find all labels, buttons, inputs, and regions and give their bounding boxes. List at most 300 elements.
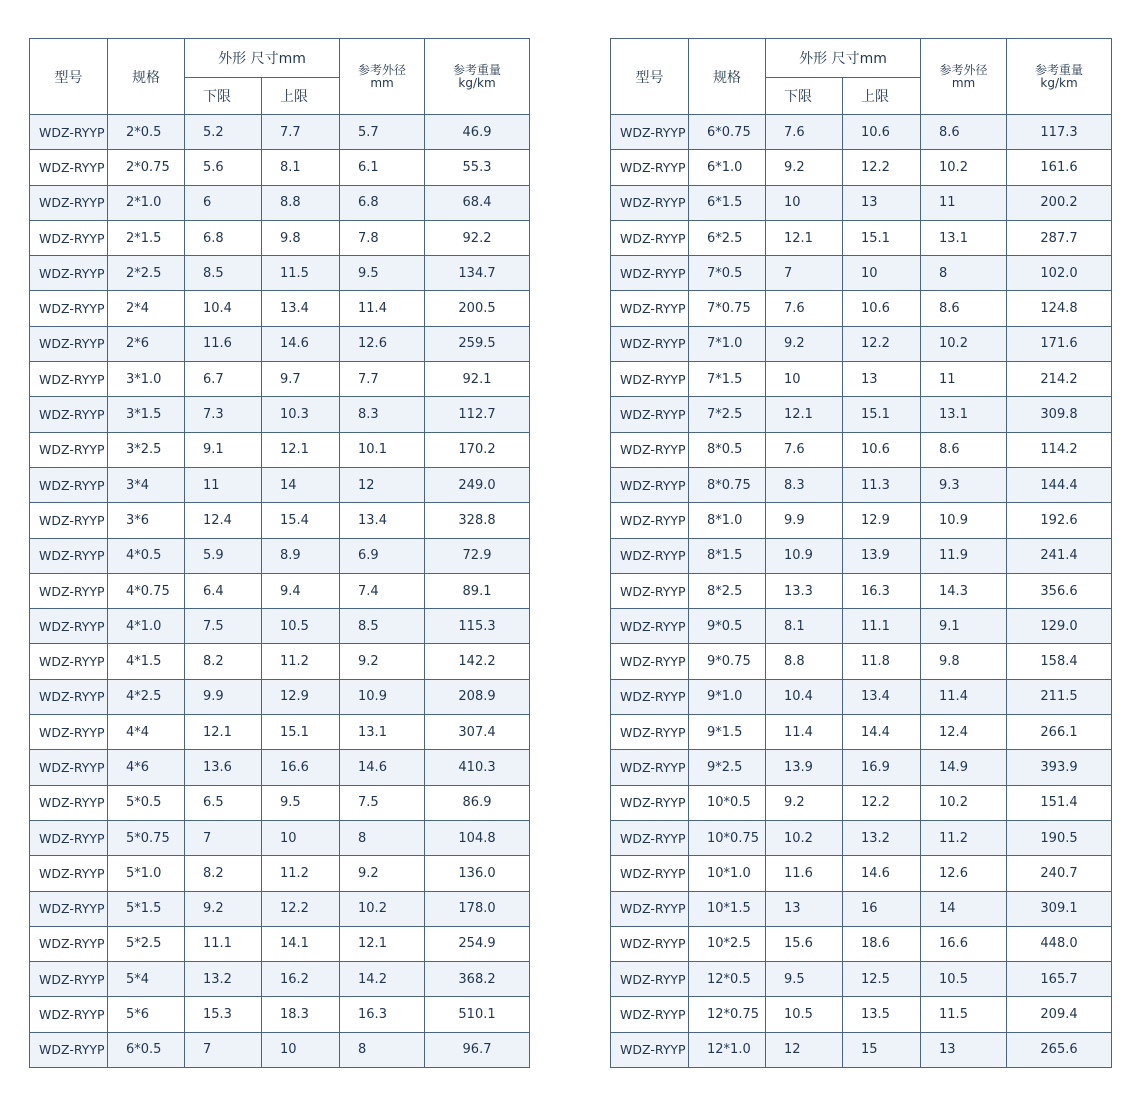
cell-model: WDZ-RYYP [30, 362, 108, 397]
cell-ref-weight: 96.7 [425, 1032, 530, 1067]
cell-ref-weight: 214.2 [1007, 362, 1112, 397]
header-ref-weight-label: 参考重量 [453, 62, 502, 77]
cell-ref-weight: 410.3 [425, 750, 530, 785]
table-row [611, 150, 1112, 185]
cell-spec: 4*6 [108, 750, 185, 785]
cell-model: WDZ-RYYP [611, 997, 689, 1032]
table-row [30, 538, 530, 573]
cell-lower: 5.9 [185, 538, 262, 573]
header-dimension-group: 外形 尺寸mm [185, 39, 340, 78]
cell-spec: 9*2.5 [689, 750, 766, 785]
cell-lower: 10.5 [766, 997, 843, 1032]
cell-model: WDZ-RYYP [611, 856, 689, 891]
cell-model: WDZ-RYYP [611, 820, 689, 855]
cell-spec: 4*2.5 [108, 679, 185, 714]
cell-ref-weight: 307.4 [425, 715, 530, 750]
cell-lower: 10.4 [766, 679, 843, 714]
table-row [611, 644, 1112, 679]
cell-ref-diameter: 7.8 [340, 220, 425, 255]
cell-lower: 10 [766, 362, 843, 397]
cell-lower: 7 [766, 256, 843, 291]
cell-upper: 13.4 [262, 291, 340, 326]
cell-upper: 12.2 [843, 785, 921, 820]
cell-ref-diameter: 9.5 [340, 256, 425, 291]
cell-spec: 7*1.5 [689, 362, 766, 397]
cell-lower: 12.1 [766, 397, 843, 432]
table-row [611, 291, 1112, 326]
cell-upper: 14.6 [843, 856, 921, 891]
cell-ref-diameter: 13.1 [340, 715, 425, 750]
table-row [611, 1032, 1112, 1067]
cell-lower: 9.2 [185, 891, 262, 926]
table-row [611, 997, 1112, 1032]
cell-spec: 3*1.5 [108, 397, 185, 432]
cell-model: WDZ-RYYP [611, 432, 689, 467]
cell-lower: 11 [185, 467, 262, 502]
cell-ref-diameter: 11.4 [340, 291, 425, 326]
table-row [30, 220, 530, 255]
cell-lower: 10.2 [766, 820, 843, 855]
cell-model: WDZ-RYYP [30, 467, 108, 502]
cell-model: WDZ-RYYP [30, 926, 108, 961]
cell-model: WDZ-RYYP [30, 997, 108, 1032]
cell-upper: 10 [843, 256, 921, 291]
cell-model: WDZ-RYYP [30, 220, 108, 255]
cell-upper: 14 [262, 467, 340, 502]
cell-model: WDZ-RYYP [30, 856, 108, 891]
cell-lower: 11.1 [185, 926, 262, 961]
cell-ref-diameter: 14.3 [921, 573, 1007, 608]
cell-upper: 16.6 [262, 750, 340, 785]
cell-model: WDZ-RYYP [611, 644, 689, 679]
cell-ref-weight: 356.6 [1007, 573, 1112, 608]
cell-ref-diameter: 11.9 [921, 538, 1007, 573]
cell-ref-weight: 142.2 [425, 644, 530, 679]
cell-lower: 6.8 [185, 220, 262, 255]
cell-model: WDZ-RYYP [611, 750, 689, 785]
cell-model: WDZ-RYYP [30, 820, 108, 855]
table-row [611, 432, 1112, 467]
cell-model: WDZ-RYYP [611, 291, 689, 326]
cell-lower: 12.1 [766, 220, 843, 255]
cell-ref-weight: 208.9 [425, 679, 530, 714]
cell-ref-diameter: 7.7 [340, 362, 425, 397]
cell-upper: 15.4 [262, 503, 340, 538]
cell-model: WDZ-RYYP [611, 926, 689, 961]
cell-lower: 9.2 [766, 326, 843, 361]
cell-model: WDZ-RYYP [30, 397, 108, 432]
cell-ref-weight: 161.6 [1007, 150, 1112, 185]
cell-model: WDZ-RYYP [30, 785, 108, 820]
table-row [611, 609, 1112, 644]
cell-upper: 10.6 [843, 291, 921, 326]
cell-spec: 4*1.0 [108, 609, 185, 644]
cell-spec: 5*1.5 [108, 891, 185, 926]
cell-spec: 4*0.75 [108, 573, 185, 608]
cell-ref-diameter: 16.3 [340, 997, 425, 1032]
table-row [30, 891, 530, 926]
cell-ref-weight: 510.1 [425, 997, 530, 1032]
cell-upper: 13 [843, 362, 921, 397]
cell-ref-diameter: 10.9 [340, 679, 425, 714]
cell-ref-weight: 309.1 [1007, 891, 1112, 926]
table-row [611, 397, 1112, 432]
cell-ref-weight: 448.0 [1007, 926, 1112, 961]
cell-lower: 8.2 [185, 644, 262, 679]
table-row [30, 115, 530, 150]
table-row [611, 679, 1112, 714]
cell-model: WDZ-RYYP [30, 715, 108, 750]
cell-ref-diameter: 7.5 [340, 785, 425, 820]
table-body [30, 115, 530, 1068]
table-row [611, 503, 1112, 538]
cell-ref-diameter: 11 [921, 362, 1007, 397]
cell-ref-diameter: 10.5 [921, 962, 1007, 997]
cell-model: WDZ-RYYP [30, 256, 108, 291]
cell-model: WDZ-RYYP [30, 326, 108, 361]
cell-ref-weight: 46.9 [425, 115, 530, 150]
cell-model: WDZ-RYYP [611, 1032, 689, 1067]
cell-ref-diameter: 8.6 [921, 432, 1007, 467]
cell-model: WDZ-RYYP [611, 609, 689, 644]
cell-upper: 15.1 [843, 397, 921, 432]
cell-ref-diameter: 7.4 [340, 573, 425, 608]
cell-lower: 12.1 [185, 715, 262, 750]
cell-upper: 10.6 [843, 115, 921, 150]
table-row [611, 573, 1112, 608]
cell-ref-weight: 266.1 [1007, 715, 1112, 750]
cell-lower: 10.9 [766, 538, 843, 573]
cell-ref-diameter: 9.8 [921, 644, 1007, 679]
cell-ref-diameter: 8.6 [921, 115, 1007, 150]
table-row [611, 362, 1112, 397]
cell-lower: 6 [185, 185, 262, 220]
cell-spec: 4*4 [108, 715, 185, 750]
table-row [30, 1032, 530, 1067]
cell-lower: 10.4 [185, 291, 262, 326]
cell-spec: 10*1.0 [689, 856, 766, 891]
cell-lower: 9.2 [766, 150, 843, 185]
cell-model: WDZ-RYYP [30, 432, 108, 467]
cell-spec: 7*1.0 [689, 326, 766, 361]
cell-lower: 9.2 [766, 785, 843, 820]
cell-lower: 9.9 [185, 679, 262, 714]
cell-ref-diameter: 6.9 [340, 538, 425, 573]
cell-ref-weight: 92.1 [425, 362, 530, 397]
cell-spec: 3*2.5 [108, 432, 185, 467]
cell-upper: 10 [262, 820, 340, 855]
cell-ref-weight: 190.5 [1007, 820, 1112, 855]
header-model: 型号 [30, 39, 108, 115]
table-row [611, 750, 1112, 785]
cell-lower: 15.3 [185, 997, 262, 1032]
cell-model: WDZ-RYYP [611, 397, 689, 432]
cell-lower: 7.6 [766, 291, 843, 326]
cell-lower: 8.5 [185, 256, 262, 291]
table-row [611, 467, 1112, 502]
table-row [611, 538, 1112, 573]
header-ref-diameter-unit: mm [370, 75, 394, 90]
cell-ref-weight: 124.8 [1007, 291, 1112, 326]
cell-ref-diameter: 10.1 [340, 432, 425, 467]
table-row [30, 926, 530, 961]
cell-model: WDZ-RYYP [611, 503, 689, 538]
cell-ref-diameter: 11.4 [921, 679, 1007, 714]
cell-model: WDZ-RYYP [30, 962, 108, 997]
cell-upper: 15 [843, 1032, 921, 1067]
cell-ref-weight: 115.3 [425, 609, 530, 644]
cell-ref-diameter: 8.3 [340, 397, 425, 432]
cell-spec: 3*4 [108, 467, 185, 502]
table-row [30, 256, 530, 291]
cell-upper: 16.2 [262, 962, 340, 997]
cell-spec: 9*1.0 [689, 679, 766, 714]
cell-model: WDZ-RYYP [611, 467, 689, 502]
cell-lower: 8.2 [185, 856, 262, 891]
cell-ref-weight: 68.4 [425, 185, 530, 220]
cell-ref-diameter: 11.2 [921, 820, 1007, 855]
cell-upper: 10.3 [262, 397, 340, 432]
cell-ref-weight: 178.0 [425, 891, 530, 926]
cell-lower: 11.6 [766, 856, 843, 891]
cell-ref-weight: 171.6 [1007, 326, 1112, 361]
header-lower: 下限 [185, 78, 262, 115]
cell-ref-weight: 112.7 [425, 397, 530, 432]
cell-upper: 13.5 [843, 997, 921, 1032]
cell-ref-diameter: 13.1 [921, 397, 1007, 432]
table-row [30, 856, 530, 891]
cell-spec: 4*1.5 [108, 644, 185, 679]
cell-ref-diameter: 8 [340, 1032, 425, 1067]
cell-upper: 16 [843, 891, 921, 926]
cell-ref-diameter: 10.2 [921, 150, 1007, 185]
cell-model: WDZ-RYYP [30, 644, 108, 679]
cell-lower: 15.6 [766, 926, 843, 961]
table-row [30, 326, 530, 361]
cell-ref-weight: 240.7 [1007, 856, 1112, 891]
cell-spec: 3*1.0 [108, 362, 185, 397]
cell-model: WDZ-RYYP [611, 362, 689, 397]
cell-ref-weight: 136.0 [425, 856, 530, 891]
cell-spec: 2*4 [108, 291, 185, 326]
cell-spec: 9*0.5 [689, 609, 766, 644]
cell-lower: 11.4 [766, 715, 843, 750]
cell-ref-weight: 265.6 [1007, 1032, 1112, 1067]
cell-upper: 11.2 [262, 644, 340, 679]
cell-upper: 15.1 [262, 715, 340, 750]
cell-upper: 12.2 [843, 326, 921, 361]
cell-spec: 7*0.5 [689, 256, 766, 291]
table-row [30, 467, 530, 502]
cell-spec: 2*1.5 [108, 220, 185, 255]
cell-model: WDZ-RYYP [611, 962, 689, 997]
cell-spec: 12*0.75 [689, 997, 766, 1032]
table-row [611, 891, 1112, 926]
header-spec: 规格 [689, 39, 766, 115]
header-upper: 上限 [262, 78, 340, 115]
cell-model: WDZ-RYYP [611, 115, 689, 150]
cell-model: WDZ-RYYP [611, 256, 689, 291]
cell-ref-diameter: 6.8 [340, 185, 425, 220]
cell-lower: 9.5 [766, 962, 843, 997]
cell-spec: 10*1.5 [689, 891, 766, 926]
cell-ref-weight: 328.8 [425, 503, 530, 538]
cell-ref-diameter: 10.2 [921, 785, 1007, 820]
cell-model: WDZ-RYYP [30, 891, 108, 926]
table-row [30, 397, 530, 432]
cell-ref-diameter: 8 [340, 820, 425, 855]
cell-ref-weight: 200.2 [1007, 185, 1112, 220]
header-model: 型号 [611, 39, 689, 115]
cell-model: WDZ-RYYP [30, 538, 108, 573]
header-ref-weight-label: 参考重量 [1035, 62, 1084, 77]
table-row [30, 362, 530, 397]
cell-upper: 9.5 [262, 785, 340, 820]
cell-ref-weight: 368.2 [425, 962, 530, 997]
cell-upper: 18.3 [262, 997, 340, 1032]
cell-upper: 11.8 [843, 644, 921, 679]
table-row [30, 185, 530, 220]
cell-ref-weight: 114.2 [1007, 432, 1112, 467]
table-row [611, 256, 1112, 291]
cell-spec: 2*2.5 [108, 256, 185, 291]
cell-ref-weight: 92.2 [425, 220, 530, 255]
cell-spec: 5*4 [108, 962, 185, 997]
cell-upper: 12.9 [262, 679, 340, 714]
cell-lower: 5.2 [185, 115, 262, 150]
header-ref-diameter-label: 参考外径 [939, 62, 988, 77]
cell-spec: 6*0.75 [689, 115, 766, 150]
table-header [30, 39, 530, 115]
header-ref-diameter [340, 39, 425, 115]
cell-spec: 9*0.75 [689, 644, 766, 679]
cell-ref-diameter: 8.6 [921, 291, 1007, 326]
cell-ref-diameter: 9.3 [921, 467, 1007, 502]
table-row [30, 785, 530, 820]
cell-lower: 7.6 [766, 115, 843, 150]
cell-spec: 5*1.0 [108, 856, 185, 891]
cell-upper: 12.2 [262, 891, 340, 926]
cell-lower: 7 [185, 1032, 262, 1067]
cell-spec: 10*0.5 [689, 785, 766, 820]
right-spec-table [610, 38, 1112, 1068]
cell-ref-weight: 254.9 [425, 926, 530, 961]
cell-upper: 16.9 [843, 750, 921, 785]
cell-ref-diameter: 16.6 [921, 926, 1007, 961]
table-row [30, 750, 530, 785]
cell-ref-weight: 55.3 [425, 150, 530, 185]
header-ref-diameter [921, 39, 1007, 115]
cell-spec: 2*0.75 [108, 150, 185, 185]
header-ref-weight [1007, 39, 1112, 115]
cell-upper: 12.1 [262, 432, 340, 467]
cell-upper: 8.8 [262, 185, 340, 220]
cell-spec: 3*6 [108, 503, 185, 538]
cell-upper: 14.6 [262, 326, 340, 361]
cell-spec: 12*1.0 [689, 1032, 766, 1067]
header-ref-weight [425, 39, 530, 115]
cell-ref-weight: 259.5 [425, 326, 530, 361]
cell-spec: 8*1.5 [689, 538, 766, 573]
cell-upper: 12.5 [843, 962, 921, 997]
cell-model: WDZ-RYYP [611, 220, 689, 255]
cell-ref-weight: 393.9 [1007, 750, 1112, 785]
cell-lower: 8.8 [766, 644, 843, 679]
header-spec: 规格 [108, 39, 185, 115]
cell-lower: 9.1 [185, 432, 262, 467]
cell-spec: 10*0.75 [689, 820, 766, 855]
cell-upper: 7.7 [262, 115, 340, 150]
cell-model: WDZ-RYYP [611, 326, 689, 361]
table-row [611, 926, 1112, 961]
cell-upper: 11.5 [262, 256, 340, 291]
cell-upper: 18.6 [843, 926, 921, 961]
table-row [611, 715, 1112, 750]
cell-ref-diameter: 9.2 [340, 856, 425, 891]
cell-ref-weight: 309.8 [1007, 397, 1112, 432]
table-row [30, 573, 530, 608]
cell-ref-diameter: 14 [921, 891, 1007, 926]
cell-upper: 13 [843, 185, 921, 220]
cell-lower: 13.3 [766, 573, 843, 608]
cell-lower: 7.3 [185, 397, 262, 432]
cell-ref-weight: 192.6 [1007, 503, 1112, 538]
cell-spec: 2*6 [108, 326, 185, 361]
cell-spec: 5*6 [108, 997, 185, 1032]
cell-spec: 12*0.5 [689, 962, 766, 997]
cell-ref-diameter: 12.6 [921, 856, 1007, 891]
cell-spec: 8*0.75 [689, 467, 766, 502]
cell-model: WDZ-RYYP [30, 291, 108, 326]
cell-ref-weight: 165.7 [1007, 962, 1112, 997]
table-row [611, 856, 1112, 891]
table-row [611, 326, 1112, 361]
cell-model: WDZ-RYYP [611, 785, 689, 820]
table-body [611, 115, 1112, 1068]
cell-ref-diameter: 10.2 [921, 326, 1007, 361]
header-ref-weight-unit: kg/km [1040, 75, 1078, 90]
cell-lower: 7 [185, 820, 262, 855]
cell-upper: 14.1 [262, 926, 340, 961]
table-row [30, 820, 530, 855]
cell-ref-weight: 241.4 [1007, 538, 1112, 573]
cell-upper: 13.4 [843, 679, 921, 714]
table-row [30, 679, 530, 714]
cell-upper: 8.1 [262, 150, 340, 185]
cell-spec: 7*2.5 [689, 397, 766, 432]
cell-upper: 10.6 [843, 432, 921, 467]
cell-ref-weight: 102.0 [1007, 256, 1112, 291]
cell-ref-diameter: 9.1 [921, 609, 1007, 644]
cell-ref-weight: 134.7 [425, 256, 530, 291]
cell-upper: 11.2 [262, 856, 340, 891]
cell-model: WDZ-RYYP [30, 503, 108, 538]
cell-lower: 7.5 [185, 609, 262, 644]
cell-ref-diameter: 12 [340, 467, 425, 502]
cell-spec: 2*1.0 [108, 185, 185, 220]
cell-ref-diameter: 12.4 [921, 715, 1007, 750]
cell-ref-diameter: 8.5 [340, 609, 425, 644]
cell-upper: 13.2 [843, 820, 921, 855]
cell-model: WDZ-RYYP [611, 150, 689, 185]
cell-upper: 9.4 [262, 573, 340, 608]
cell-ref-diameter: 9.2 [340, 644, 425, 679]
cell-model: WDZ-RYYP [30, 150, 108, 185]
header-dimension-group: 外形 尺寸mm [766, 39, 921, 78]
cell-spec: 8*0.5 [689, 432, 766, 467]
cell-ref-weight: 117.3 [1007, 115, 1112, 150]
cell-lower: 10 [766, 185, 843, 220]
